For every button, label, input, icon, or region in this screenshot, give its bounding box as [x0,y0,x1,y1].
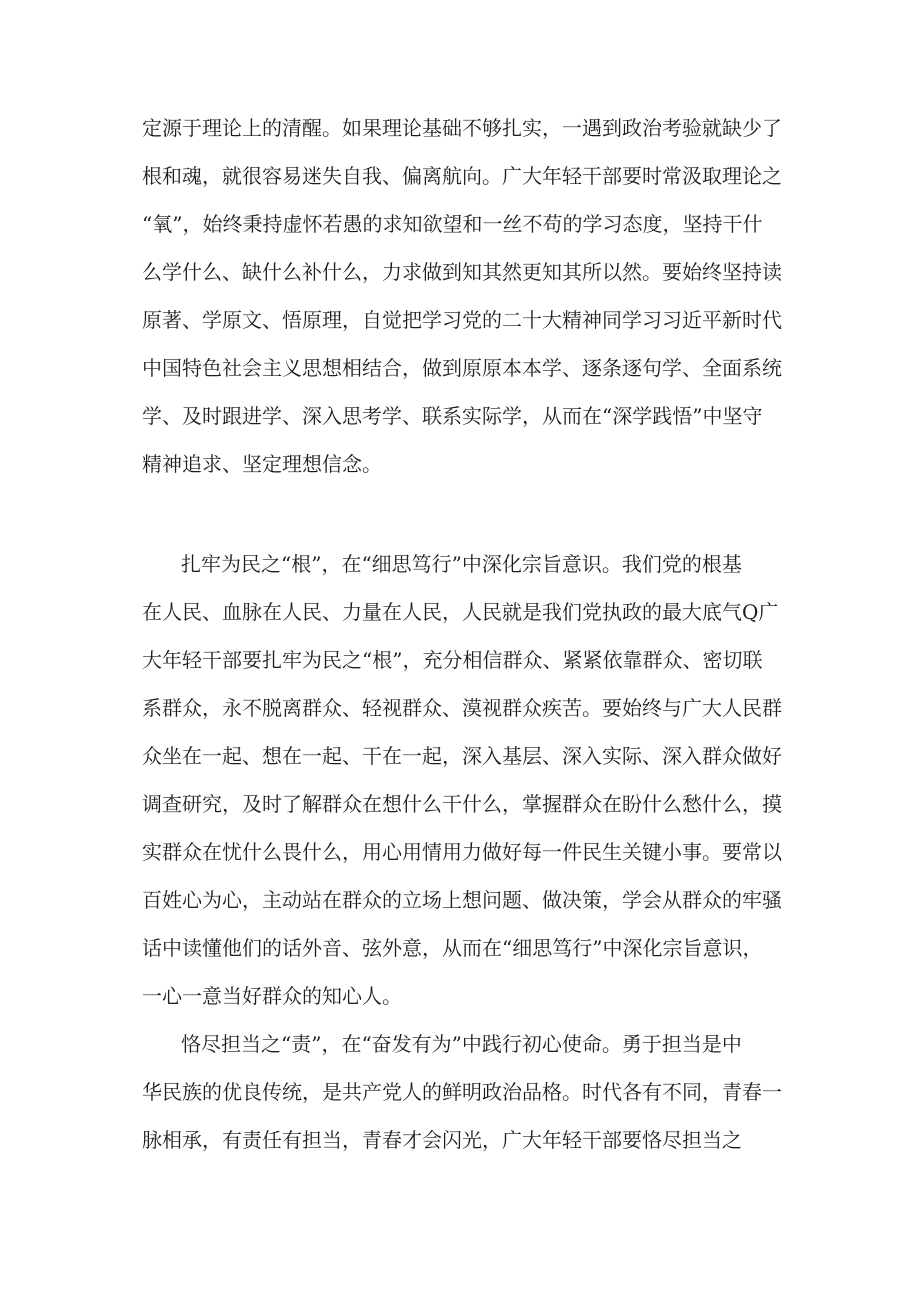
text-line: 话中读懂他们的话外音、弦外意，从而在“细思笃行”中深化宗旨意识， [142,936,763,960]
text-line: 大年轻干部要扎牢为民之“根”，充分相信群众、紧紧依靠群众、密切联 [142,648,763,672]
text-line: 扎牢为民之“根”，在“细思笃行”中深化宗旨意识。我们党的根基 [181,552,742,576]
text-line: 百姓心为心，主动站在群众的立场上想问题、做决策，学会从群众的牢骚 [142,888,782,912]
text-line: 实群众在忧什么畏什么，用心用情用力做好每一件民生关键小事。要常以 [142,840,782,864]
text-line: 调查研究，及时了解群众在想什么干什么，掌握群众在盼什么愁什么，摸 [142,792,782,816]
text-line: 在人民、血脉在人民、力量在人民，人民就是我们党执政的最大底气Q广 [142,600,779,624]
text-line: 定源于理论上的清醒。如果理论基础不够扎实，一遇到政治考验就缺少了 [142,116,782,140]
text-line: 脉相承，有责任有担当，青春才会闪光，广大年轻干部要恪尽担当之 [142,1128,742,1152]
text-line: 根和魂，就很容易迷失自我、偏离航向。广大年轻干部要时常汲取理论之 [142,164,782,188]
text-line: 精神追求、坚定理想信念。 [142,452,382,476]
text-line: 华民族的优良传统，是共产党人的鲜明政治品格。时代各有不同，青春一 [142,1080,782,1104]
text-line: 么学什么、缺什么补什么，力求做到知其然更知其所以然。要始终坚持读 [142,260,782,284]
text-line: 恪尽担当之“责”，在“奋发有为”中践行初心使命。勇于担当是中 [181,1032,742,1056]
text-line: 众坐在一起、想在一起、干在一起，深入基层、深入实际、深入群众做好 [142,744,782,768]
text-line: 原著、学原文、悟原理，自觉把学习党的二十大精神同学习习近平新时代 [142,308,782,332]
text-line: 中国特色社会主义思想相结合，做到原原本本学、逐条逐句学、全面系统 [142,356,782,380]
text-line: 一心一意当好群众的知心人。 [142,984,402,1008]
text-line: 系群众，永不脱离群众、轻视群众、漠视群众疾苦。要始终与广大人民群 [142,696,782,720]
text-line: “氧”，始终秉持虚怀若愚的求知欲望和一丝不苟的学习态度，坚持干什 [142,212,763,236]
text-line: 学、及时跟进学、深入思考学、联系实际学，从而在“深学践悟”中坚守 [142,404,763,428]
